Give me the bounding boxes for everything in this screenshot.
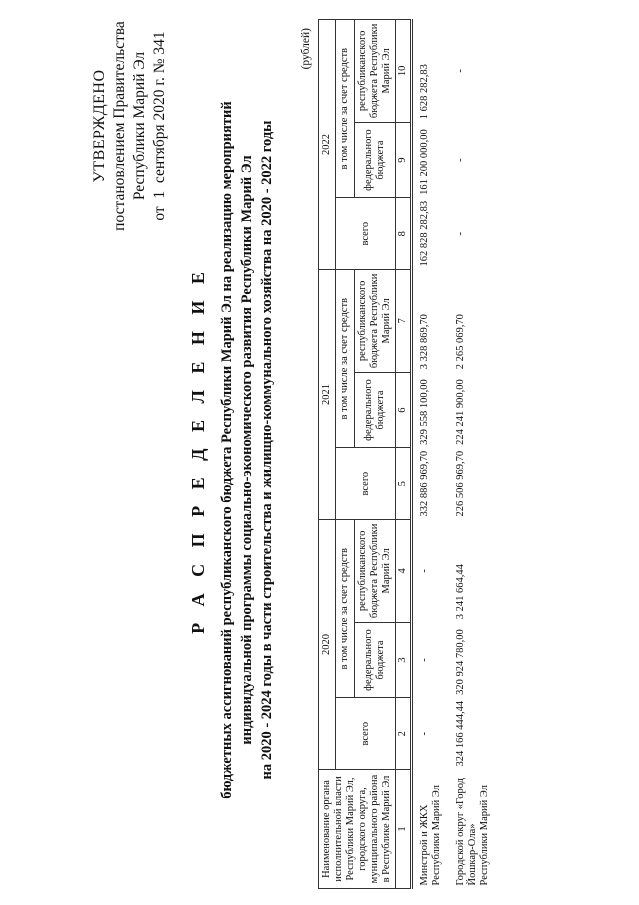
including-header-2021: в том числе за счет средств	[336, 270, 355, 448]
year-header-2020: 2020	[319, 520, 336, 770]
federal-header-2021: федерального бюджета	[355, 372, 396, 448]
republic-header-2020: республиканского бюджета Республики Марий Эл	[355, 520, 396, 623]
document-title: Р А С П Р Е Д Е Л Е Н И Е	[188, 266, 208, 634]
subtitle-line-3: на 2020 - 2024 годы в части строительства и жилищно-коммунального хозяйства на 2020 - 2022 годы	[259, 120, 275, 780]
table-cell: 162 828 282,83	[419, 200, 430, 267]
allocation-table	[318, 19, 497, 889]
column-number: 2	[396, 698, 412, 770]
table-cell: 332 886 969,70	[419, 450, 430, 517]
table-cell: 3 241 664,44	[455, 564, 466, 620]
table-cell: -	[455, 158, 466, 162]
column-number: 10	[396, 20, 412, 123]
table-cell: 1 628 282,83	[419, 64, 430, 120]
column-number: 1	[396, 770, 412, 889]
total-header-2021: всего	[336, 448, 396, 520]
unit-label: (рублей)	[300, 28, 312, 70]
table-cell: 3 328 869,70	[419, 314, 430, 370]
table-cell: -	[455, 69, 466, 73]
org-column-header: Наименование органа исполнительной власти Республики Марий Эл, городского округа, муниципального района в Республике Марий Эл	[319, 770, 396, 889]
row-org-name: Городской округ «Город Йошкар-Ола» Республики Марий Эл	[455, 778, 490, 886]
table-cell: 226 506 969,70	[455, 450, 466, 517]
column-number: 3	[396, 622, 412, 698]
title-block	[188, 55, 277, 845]
table-cell: -	[419, 658, 430, 662]
approval-republic-line: Республики Марий Эл	[131, 51, 148, 201]
column-number: 9	[396, 122, 412, 198]
column-number: 5	[396, 448, 412, 520]
republic-header-2022: республиканского бюджета Республики Марий Эл	[355, 20, 396, 123]
table-cell: 161 200 000,00	[419, 129, 430, 195]
table-row	[412, 20, 450, 889]
federal-header-2020: федерального бюджета	[355, 622, 396, 698]
column-number: 8	[396, 198, 412, 270]
approval-by-line: постановлением Правительства	[111, 21, 128, 231]
subtitle-line-2: индивидуальной программы социально-экономического развития Республики Марий Эл	[239, 155, 255, 745]
table-cell: -	[455, 231, 466, 236]
year-header-2022: 2022	[319, 20, 336, 270]
table-cell: 2 265 069,70	[455, 314, 466, 370]
column-number: 7	[396, 270, 412, 373]
approval-date-line: от 1 сентября 2020 г. № 341	[151, 31, 168, 221]
table-cell: -	[419, 569, 430, 573]
approval-heading: УТВЕРЖДЕНО	[91, 69, 108, 183]
federal-header-2022: федерального бюджета	[355, 122, 396, 198]
column-number: 4	[396, 520, 412, 623]
total-header-2022: всего	[336, 198, 396, 270]
table-cell: -	[419, 731, 430, 736]
total-header-2020: всего	[336, 698, 396, 770]
including-header-2022: в том числе за счет средств	[336, 20, 355, 198]
subtitle-line-1: бюджетных ассигнований республиканского бюджета Республики Марий Эл на реализацию мероприятий	[219, 101, 235, 799]
year-header-2021: 2021	[319, 270, 336, 520]
table-cell: 324 166 444,44	[455, 700, 466, 767]
column-number: 6	[396, 372, 412, 448]
table-cell: 329 558 100,00	[419, 379, 430, 445]
table-cell: 224 241 900,00	[455, 379, 466, 445]
including-header-2020: в том числе за счет средств	[336, 520, 355, 698]
row-org-name: Минстрой и ЖКХ Республики Марий Эл	[419, 785, 442, 886]
approval-stamp	[90, 11, 170, 241]
table-cell: 320 924 780,00	[455, 629, 466, 695]
table-row	[449, 20, 497, 889]
republic-header-2021: республиканского бюджета Республики Марий Эл	[355, 270, 396, 373]
